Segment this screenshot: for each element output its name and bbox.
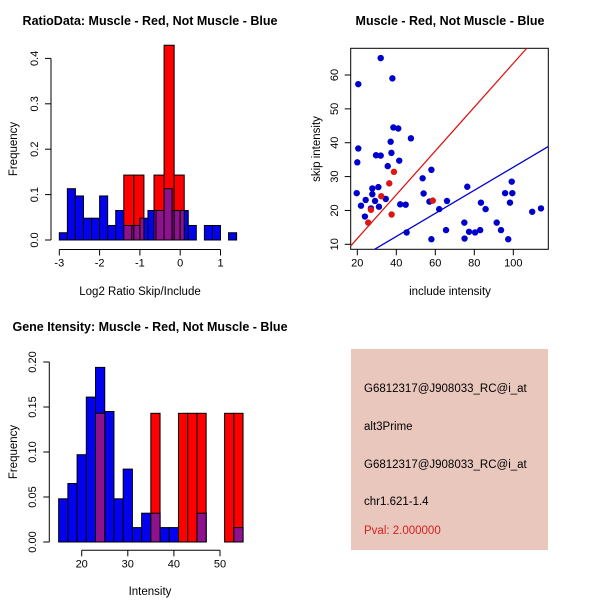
histogram-bar-overlap (151, 513, 160, 542)
scatter-point-red (430, 197, 436, 203)
histogram-bar-blue (75, 196, 83, 240)
gene-intensity-histogram-plot (0, 300, 300, 600)
scatter-title: Muscle - Red, Not Muscle - Blue (355, 14, 545, 28)
y-tick-label: 0.20 (27, 351, 39, 373)
histogram-bar-overlap (140, 218, 144, 240)
x-tick-label: 40 (167, 558, 181, 571)
histogram-bar-blue (114, 499, 123, 542)
scatter-point-blue (395, 125, 401, 131)
histogram-bar-overlap (180, 210, 184, 240)
histogram-bar-overlap (234, 528, 243, 542)
histogram-bar-blue (142, 513, 151, 542)
scatter-point-red (391, 169, 397, 175)
histogram-bar-blue (169, 528, 178, 542)
histogram-bar-blue (108, 225, 116, 240)
scatter-point-blue (444, 198, 450, 204)
scatter-point-blue (538, 205, 544, 211)
y-tick-label: 0.15 (27, 396, 39, 418)
x-tick-label: 100 (504, 257, 523, 270)
scatter-point-blue (420, 190, 426, 196)
y-tick-label: 50 (329, 102, 341, 115)
scatter-point-blue (387, 139, 393, 145)
scatter-y-axis-label: skip intensity (311, 116, 323, 182)
histogram-bar-blue (83, 218, 91, 240)
ratio-histogram-panel (0, 0, 300, 300)
histogram-bar-blue (132, 528, 141, 542)
scatter-point-blue (354, 190, 360, 196)
scatter-point-blue (419, 175, 425, 181)
scatter-point-blue (385, 163, 391, 169)
histogram-bar-blue (212, 225, 220, 240)
ratio-histogram-title: RatioData: Muscle - Red, Not Muscle - Blue (22, 14, 278, 28)
y-tick-label: 0.3 (29, 96, 41, 112)
y-tick-label: 0.2 (29, 141, 41, 157)
y-tick-label: 30 (329, 170, 341, 183)
y-tick-label: 20 (329, 204, 341, 217)
y-tick-label: 0.10 (27, 441, 39, 463)
histogram-bar-blue (59, 233, 67, 240)
histogram-bar-red (225, 413, 234, 542)
ratio-histogram-x-axis-label: Log2 Ratio Skip/Include (79, 286, 201, 298)
scatter-point-blue (477, 227, 483, 233)
scatter-point-blue (466, 229, 472, 235)
histogram-bar-overlap (156, 210, 164, 240)
scatter-point-blue (461, 219, 467, 225)
histogram-bar-overlap (96, 413, 105, 542)
x-tick-label: 60 (429, 257, 442, 270)
scatter-point-blue (397, 201, 403, 207)
scatter-point-blue (378, 55, 384, 61)
gene-histogram-x-axis-label: Intensity (128, 586, 172, 598)
scatter-point-blue (464, 184, 470, 190)
scatter-point-blue (372, 198, 378, 204)
scatter-point-blue (509, 190, 515, 196)
histogram-bar-blue (92, 218, 100, 240)
histogram-bar-red (188, 413, 197, 542)
y-tick-label: 0.00 (27, 531, 39, 553)
x-tick-label: 80 (468, 257, 481, 270)
splice-type-line: alt3Prime (364, 421, 413, 433)
gene-histogram-y-axis-label: Frequency (8, 424, 20, 480)
scatter-point-blue (375, 184, 381, 190)
histogram-bar-blue (68, 484, 77, 543)
x-tick-label: 1 (217, 257, 224, 270)
intensity-scatter-plot (300, 0, 600, 300)
scatter-point-blue (505, 236, 511, 242)
histogram-bar-blue (116, 210, 124, 240)
scatter-point-blue (376, 204, 382, 210)
scatter-point-blue (362, 213, 368, 219)
histogram-bar-blue (77, 455, 86, 542)
gene-info-panel (300, 300, 600, 600)
x-tick-label: -1 (135, 257, 145, 270)
histogram-bar-blue (59, 499, 68, 542)
scatter-point-blue (502, 190, 508, 196)
histogram-bar-blue (67, 189, 75, 240)
histogram-bar-blue (105, 412, 114, 543)
x-tick-label: 30 (121, 558, 134, 571)
histogram-bar-blue (100, 196, 108, 240)
y-tick-label: 0.1 (29, 186, 41, 203)
y-tick-label: 0.4 (29, 50, 41, 67)
histogram-bar-blue (123, 469, 132, 542)
scatter-point-blue (388, 150, 394, 156)
scatter-point-blue (436, 206, 442, 212)
y-tick-label: 10 (329, 238, 341, 251)
x-tick-label: 40 (390, 257, 403, 270)
histogram-bar-overlap (174, 210, 180, 240)
histogram-bar-overlap (197, 513, 206, 542)
scatter-point-blue (509, 178, 515, 184)
scatter-point-blue (408, 135, 414, 141)
scatter-point-blue (482, 206, 488, 212)
histogram-bar-overlap (164, 189, 172, 240)
scatter-point-blue (358, 202, 364, 208)
scatter-point-blue (478, 199, 484, 205)
scatter-point-blue (354, 159, 360, 165)
scatter-point-blue (402, 201, 408, 207)
histogram-bar-blue (160, 528, 169, 542)
pval-line: Pval: 2.000000 (364, 525, 441, 537)
scatter-point-blue (369, 185, 375, 191)
scatter-point-blue (355, 81, 361, 87)
gene-info-box (351, 349, 548, 550)
y-tick-label: 0.05 (27, 486, 39, 508)
x-tick-label: 0 (177, 257, 184, 270)
ratio-histogram-y-axis-label: Frequency (8, 121, 20, 177)
scatter-point-blue (403, 229, 409, 235)
ratio-histogram-plot (0, 0, 300, 300)
probe-id-line: G6812317@J908033_RC@i_at (364, 383, 527, 395)
x-tick-label: 50 (213, 558, 227, 571)
histogram-bar-overlap (124, 225, 132, 240)
scatter-point-blue (498, 227, 504, 233)
scatter-point-red (368, 207, 374, 213)
scatter-point-red (378, 193, 384, 199)
histogram-bar-blue (188, 225, 196, 240)
scatter-point-blue (396, 157, 402, 163)
histogram-bar-red (234, 413, 243, 542)
scatter-x-axis-label: include intensity (409, 286, 491, 298)
y-tick-label: 0.0 (29, 232, 41, 248)
x-tick-label: 20 (351, 257, 364, 270)
scatter-point-blue (507, 199, 513, 205)
scatter-point-blue (362, 197, 368, 203)
histogram-bar-blue (229, 233, 237, 240)
scatter-point-red (365, 219, 371, 225)
histogram-bar-blue (204, 225, 212, 240)
x-tick-label: 20 (75, 558, 88, 571)
scatter-point-blue (378, 152, 384, 158)
gene-histogram-title: Gene Itensity: Muscle - Red, Not Muscle - Blue (12, 320, 288, 334)
scatter-point-blue (529, 209, 535, 215)
gene-intensity-histogram-panel (0, 300, 300, 600)
scatter-point-red (388, 211, 394, 217)
histogram-bar-blue (86, 397, 95, 542)
y-tick-label: 40 (329, 136, 341, 149)
x-tick-label: -3 (54, 257, 65, 270)
y-tick-label: 60 (329, 68, 341, 82)
scatter-point-blue (443, 227, 449, 233)
scatter-point-blue (461, 235, 467, 241)
x-tick-label: -2 (94, 257, 105, 270)
probe-id-line-2: G6812317@J908033_RC@i_at (364, 459, 527, 471)
histogram-bar-overlap (134, 225, 140, 240)
chromosome-line: chr1.621-1.4 (364, 496, 429, 508)
scatter-point-blue (355, 145, 361, 151)
scatter-point-blue (428, 236, 434, 242)
intensity-scatter-panel (300, 0, 600, 300)
scatter-point-blue (389, 75, 395, 81)
scatter-point-blue (494, 219, 500, 225)
scatter-point-blue (369, 191, 375, 197)
scatter-point-red (386, 180, 392, 186)
plot-box (351, 48, 549, 249)
scatter-point-blue (428, 167, 434, 173)
histogram-bar-red (179, 413, 188, 542)
